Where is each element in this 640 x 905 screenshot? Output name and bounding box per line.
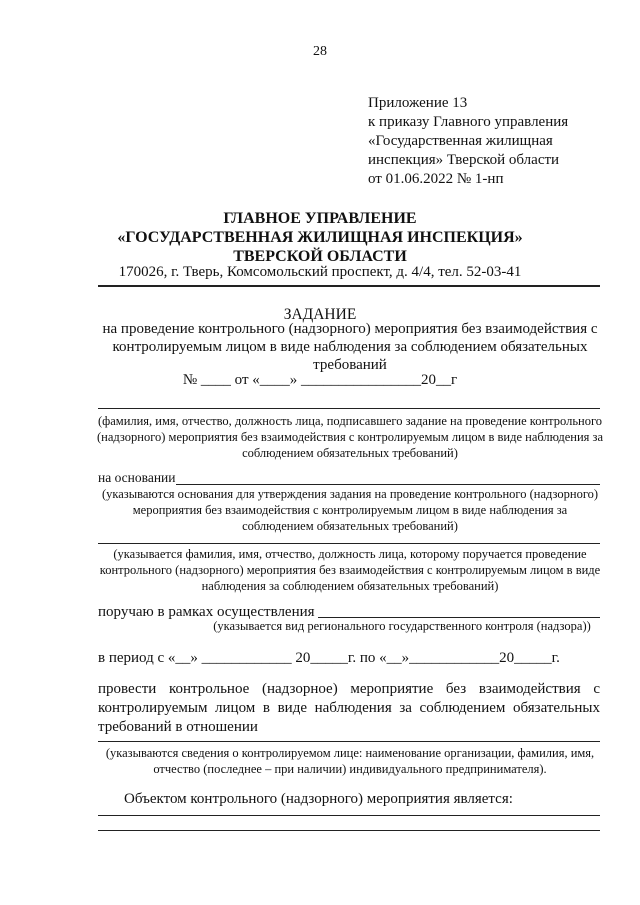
appendix-line: «Государственная жилищная	[368, 133, 553, 149]
page-number: 28	[313, 44, 327, 59]
appendix-line: Приложение 13	[368, 95, 468, 111]
document-subtitle: на проведение контрольного (надзорного) мероприятия без взаимодействия с контролируемым лицом в виде наблюдения за соблюдением обязательных требований	[102, 321, 598, 373]
basis-label: на основании	[98, 470, 176, 485]
organization-name-line2: «ГОСУДАРСТВЕННАЯ ЖИЛИЩНАЯ ИНСПЕКЦИЯ»	[117, 229, 523, 246]
appendix-block	[368, 94, 568, 189]
object-field-line-2[interactable]	[98, 830, 600, 831]
appendix-line: к приказу Главного управления	[368, 114, 569, 130]
signer-hint: (фамилия, имя, отчество, должность лица, подписавшего задание на проведение контрольного (надзорного) мероприятия без взаимодействия с контролируемым лицом в виде наблюдения за соблюдением обязательных требований)	[96, 414, 604, 460]
appendix-line: инспекция» Тверской области	[368, 152, 560, 168]
control-label: поручаю в рамках осуществления	[98, 604, 315, 620]
header-divider	[98, 285, 600, 287]
basis-hint: (указываются основания для утверждения задания на проведение контрольного (надзорного) мероприятия без взаимодействия с контролируемым лицом в виде наблюдения за соблюдением обязательных требований)	[101, 487, 599, 533]
period-line: в период с «__» ____________ 20_____г. по «__»____________20_____г.	[98, 650, 560, 666]
document-title: ЗАДАНИЕ	[283, 306, 357, 323]
signer-field-line[interactable]	[98, 408, 600, 409]
object-label: Объектом контрольного (надзорного) мероприятия является:	[124, 791, 513, 807]
organization-name-line1: ГЛАВНОЕ УПРАВЛЕНИЕ	[223, 210, 417, 227]
organization-address: 170026, г. Тверь, Комсомольский проспект, д. 4/4, тел. 52-03-41	[118, 264, 522, 280]
basis-field-line[interactable]	[176, 484, 600, 485]
conduct-text: провести контрольное (надзорное) мероприятие без взаимодействия с контролируемым лицом в виде наблюдения за соблюдением обязательных требований в отношении	[98, 681, 600, 735]
appendix-line: от 01.06.2022 № 1-нп	[368, 171, 504, 187]
organization-name-line3: ТВЕРСКОЙ ОБЛАСТИ	[233, 248, 407, 265]
assignee-field-line[interactable]	[98, 543, 600, 544]
control-hint: (указывается вид регионального государственного контроля (надзора))	[213, 619, 591, 633]
assignee-hint: (указывается фамилия, имя, отчество, должность лица, которому поручается проведение контрольного (надзорного) мероприятия без взаимодействия с контролируемым лицом в виде наблюдения за соблюдением обязательных требований)	[99, 547, 601, 593]
subject-hint: (указываются сведения о контролируемом лице: наименование организации, фамилия, имя, отчество (последнее – при наличии) индивидуального предпринимателя).	[105, 746, 595, 776]
subject-field-line[interactable]	[98, 741, 600, 742]
object-field-line-1[interactable]	[98, 815, 600, 816]
document-number-date-line: № ____ от «____» ________________20__г	[182, 372, 458, 388]
